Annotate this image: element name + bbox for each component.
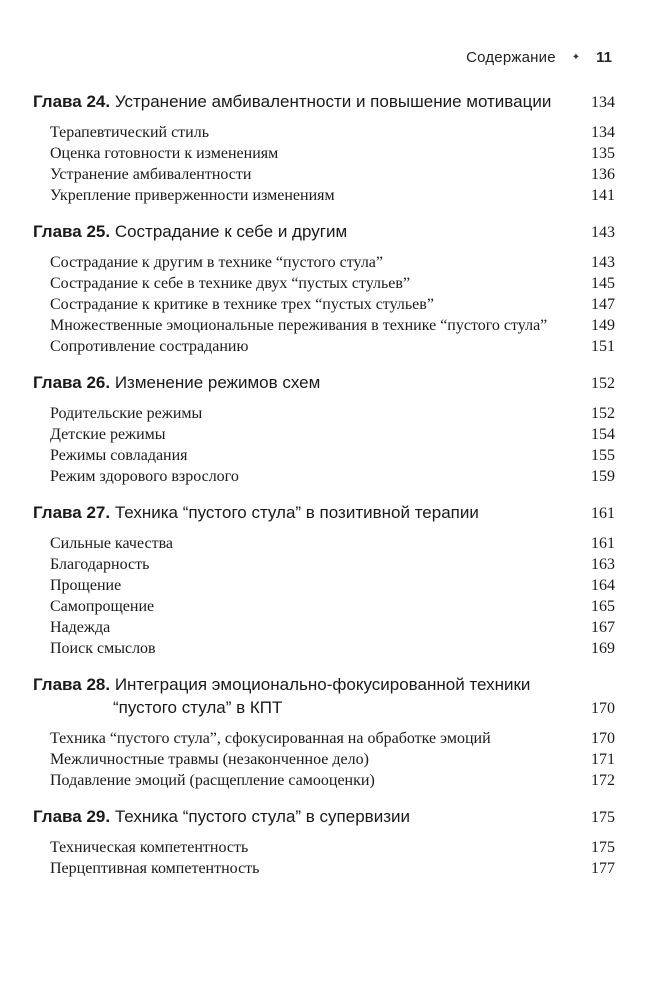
section-page-number: 164 — [591, 577, 615, 594]
section-list — [33, 728, 615, 791]
section-page-number: 134 — [591, 124, 615, 141]
section-entry[interactable] — [50, 749, 615, 770]
toc-chapter — [33, 501, 615, 659]
chapter-title-block — [33, 805, 591, 828]
section-entry[interactable] — [50, 445, 615, 466]
chapter-page-number: 161 — [591, 505, 615, 522]
diamond-ornament-icon: ✦ — [571, 52, 581, 63]
section-entry[interactable] — [50, 554, 615, 575]
section-page-number: 172 — [591, 772, 615, 789]
section-page-number: 147 — [591, 296, 615, 313]
section-list — [33, 403, 615, 487]
section-entry[interactable] — [50, 164, 615, 185]
section-entry[interactable] — [50, 466, 615, 487]
section-title: Терапевтический стиль — [50, 124, 210, 141]
section-entry[interactable] — [50, 837, 615, 858]
section-title: Сострадание к критике в технике трех “пустых стульев” — [50, 296, 434, 313]
running-head — [466, 49, 612, 66]
section-entry[interactable] — [50, 533, 615, 554]
section-title: Сострадание к себе в технике двух “пустых стульев” — [50, 275, 411, 292]
section-page-number: 159 — [591, 468, 615, 485]
section-entry[interactable] — [50, 315, 615, 336]
section-list — [33, 252, 615, 357]
toc-chapter — [33, 805, 615, 879]
section-title: Сострадание к другим в технике “пустого стула” — [50, 254, 383, 271]
section-title: Благодарность — [50, 556, 150, 573]
section-entry[interactable] — [50, 336, 615, 357]
section-title: Оценка готовности к изменениям — [50, 145, 279, 162]
section-page-number: 141 — [591, 187, 615, 204]
toc-chapter — [33, 90, 615, 206]
section-entry[interactable] — [50, 728, 615, 749]
section-page-number: 177 — [591, 860, 615, 877]
section-title: Самопрощение — [50, 598, 155, 615]
section-title: Сопротивление состраданию — [50, 338, 249, 355]
toc-chapter — [33, 220, 615, 357]
section-page-number: 171 — [591, 751, 615, 768]
chapter-title: Интеграция эмоционально-фокусированной техники “пустого стула” в КПТ — [113, 675, 531, 717]
chapter-title-block — [33, 90, 591, 113]
chapter-heading[interactable] — [33, 90, 615, 113]
section-page-number: 167 — [591, 619, 615, 636]
chapter-title: Устранение амбивалентности и повышение мотивации — [114, 92, 552, 111]
section-page-number: 161 — [591, 535, 615, 552]
section-entry[interactable] — [50, 575, 615, 596]
section-title: Множественные эмоциональные переживания в технике “пустого стула” — [50, 317, 548, 334]
chapter-title: Техника “пустого стула” в позитивной терапии — [114, 503, 479, 522]
section-entry[interactable] — [50, 617, 615, 638]
section-page-number: 170 — [591, 730, 615, 747]
chapter-heading[interactable] — [33, 501, 615, 524]
running-head-title: Содержание — [466, 49, 556, 66]
section-title: Сильные качества — [50, 535, 174, 552]
section-entry[interactable] — [50, 596, 615, 617]
section-list — [33, 122, 615, 206]
chapter-title-block — [33, 673, 591, 719]
section-page-number: 136 — [591, 166, 615, 183]
section-title: Перцептивная компетентность — [50, 860, 260, 877]
section-title: Техническая компетентность — [50, 839, 249, 856]
section-title: Подавление эмоций (расщепление самооценки) — [50, 772, 375, 789]
chapter-page-number: 152 — [591, 375, 615, 392]
section-title: Прощение — [50, 577, 122, 594]
section-list — [33, 837, 615, 879]
section-title: Техника “пустого стула”, сфокусированная на обработке эмоций — [50, 730, 491, 747]
chapter-title: Сострадание к себе и другим — [114, 222, 348, 241]
section-page-number: 145 — [591, 275, 615, 292]
section-entry[interactable] — [50, 424, 615, 445]
section-page-number: 152 — [591, 405, 615, 422]
chapter-label: Глава 26. — [33, 373, 111, 392]
chapter-heading[interactable] — [33, 805, 615, 828]
section-page-number: 151 — [591, 338, 615, 355]
chapter-label: Глава 27. — [33, 503, 111, 522]
section-title: Детские режимы — [50, 426, 166, 443]
section-title: Укрепление приверженности изменениям — [50, 187, 335, 204]
chapter-label: Глава 24. — [33, 92, 111, 111]
section-title: Устранение амбивалентности — [50, 166, 252, 183]
section-page-number: 169 — [591, 640, 615, 657]
chapter-page-number: 170 — [591, 700, 615, 717]
chapter-page-number: 143 — [591, 224, 615, 241]
chapter-label: Глава 25. — [33, 222, 111, 241]
chapter-page-number: 175 — [591, 809, 615, 826]
chapter-page-number: 134 — [591, 94, 615, 111]
chapter-heading[interactable] — [33, 220, 615, 243]
table-of-contents — [33, 90, 615, 893]
section-page-number: 175 — [591, 839, 615, 856]
section-entry[interactable] — [50, 294, 615, 315]
section-entry[interactable] — [50, 185, 615, 206]
chapter-title-block — [33, 220, 591, 243]
section-entry[interactable] — [50, 252, 615, 273]
section-entry[interactable] — [50, 770, 615, 791]
chapter-label: Глава 29. — [33, 807, 111, 826]
chapter-heading[interactable] — [33, 371, 615, 394]
section-page-number: 165 — [591, 598, 615, 615]
section-entry[interactable] — [50, 122, 615, 143]
section-entry[interactable] — [50, 273, 615, 294]
section-page-number: 135 — [591, 145, 615, 162]
chapter-title: Техника “пустого стула” в супервизии — [114, 807, 410, 826]
chapter-title-block — [33, 371, 591, 394]
section-list — [33, 533, 615, 659]
chapter-heading[interactable] — [33, 673, 615, 719]
section-entry[interactable] — [50, 143, 615, 164]
section-entry[interactable] — [50, 638, 615, 659]
chapter-title-block — [33, 501, 591, 524]
section-page-number: 163 — [591, 556, 615, 573]
toc-chapter — [33, 673, 615, 791]
chapter-title: Изменение режимов схем — [114, 373, 321, 392]
section-page-number: 143 — [591, 254, 615, 271]
section-title: Режимы совладания — [50, 447, 188, 464]
section-page-number: 149 — [591, 317, 615, 334]
section-title: Надежда — [50, 619, 111, 636]
section-title: Режим здорового взрослого — [50, 468, 239, 485]
section-page-number: 155 — [591, 447, 615, 464]
section-entry[interactable] — [50, 403, 615, 424]
page-number: 11 — [596, 49, 612, 66]
chapter-label: Глава 28. — [33, 675, 111, 694]
section-page-number: 154 — [591, 426, 615, 443]
section-title: Родительские режимы — [50, 405, 203, 422]
section-entry[interactable] — [50, 858, 615, 879]
section-title: Поиск смыслов — [50, 640, 156, 657]
section-title: Межличностные травмы (незаконченное дело) — [50, 751, 369, 768]
toc-chapter — [33, 371, 615, 487]
